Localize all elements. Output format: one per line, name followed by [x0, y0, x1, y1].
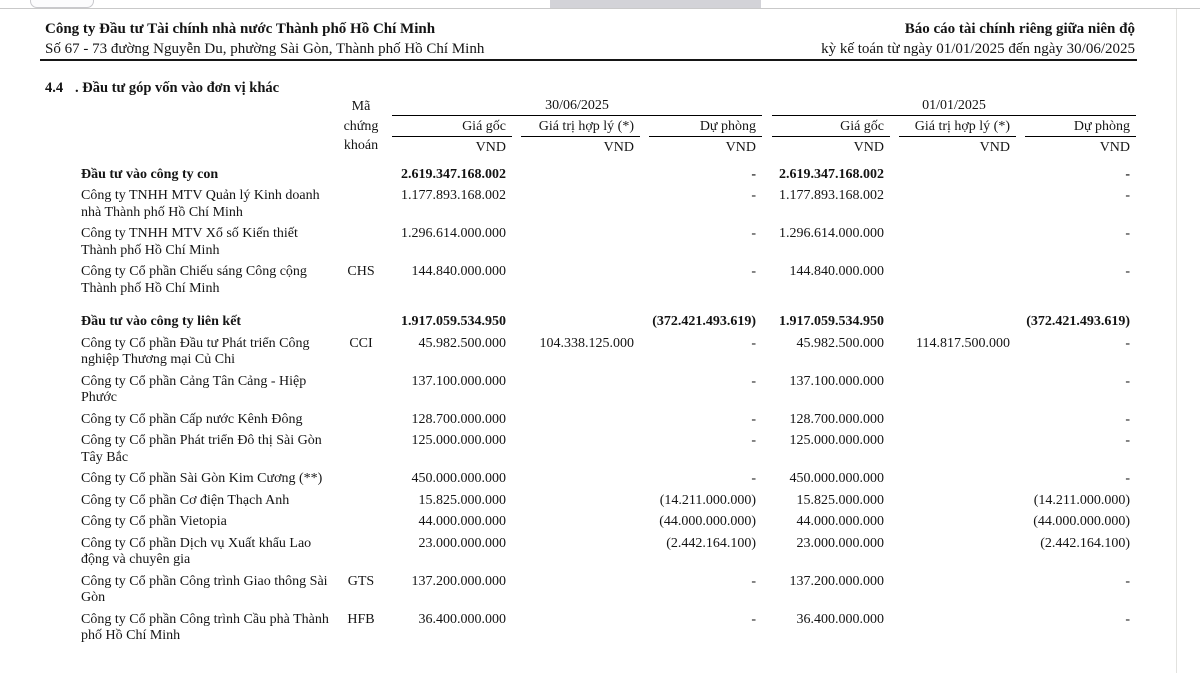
provision-opening-cell: -	[1125, 411, 1131, 427]
provision-opening-cell: (44.000.000.000)	[1033, 514, 1131, 529]
cost-opening-cell: 137.200.000.000	[789, 573, 885, 589]
provision-current-cell: -	[751, 226, 757, 241]
provision-current-cell: (44.000.000.000)	[659, 514, 757, 529]
stock-code-cell	[330, 222, 392, 260]
company-name-cell: Công ty Cổ phần Cấp nước Kênh Đông	[81, 411, 303, 427]
col-header-fairvalue-current: Giá trị hợp lý (*)	[512, 115, 640, 137]
company-name-cell: Công ty Cổ phần Công trình Cầu phà Thành phố Hồ Chí Minh	[81, 611, 329, 643]
cost-opening-cell: 1.296.614.000.000	[779, 226, 885, 241]
cost-current-cell: 45.982.500.000	[418, 335, 506, 351]
fairvalue-opening-cell	[890, 370, 1016, 408]
group-gap-cell	[762, 370, 772, 408]
provision-opening-cell: -	[1125, 573, 1131, 589]
cost-current-cell: 44.000.000.000	[418, 514, 506, 529]
provision-opening-cell: -	[1125, 264, 1131, 279]
group-gap-cell	[762, 429, 772, 467]
table-row	[80, 408, 1136, 430]
group-gap-cell	[762, 570, 772, 608]
company-name-cell: Công ty Cổ phần Chiếu sáng Công cộng Thành phố Hồ Chí Minh	[81, 264, 307, 296]
cost-opening-cell: 1.177.893.168.002	[779, 188, 885, 203]
col-header-cost-opening: Giá gốc	[772, 115, 890, 137]
col-header-provision-current: Dự phòng	[640, 115, 762, 137]
company-name-cell: Công ty Cổ phần Đầu tư Phát triển Công nghiệp Thương mại Củ Chi	[81, 335, 310, 367]
cost-opening-cell: 144.840.000.000	[789, 264, 885, 279]
group-gap-cell	[762, 222, 772, 260]
scanned-page-edge	[1176, 9, 1177, 673]
company-name-cell: Công ty Cổ phần Dịch vụ Xuất khẩu Lao động và chuyên gia	[81, 535, 312, 567]
cost-current-cell: 144.840.000.000	[411, 264, 506, 279]
company-name: Công ty Đầu tư Tài chính nhà nước Thành phố Hồ Chí Minh	[45, 21, 436, 37]
company-name-cell: Công ty Cổ phần Công trình Giao thông Sài Gòn	[81, 573, 328, 605]
provision-opening-cell: (2.442.164.100)	[1040, 535, 1131, 551]
fairvalue-opening-cell	[890, 184, 1016, 222]
cost-current-cell: 1.177.893.168.002	[401, 188, 506, 203]
provision-current-cell: -	[751, 433, 757, 448]
fairvalue-opening-cell	[890, 489, 1016, 511]
group-gap-cell	[762, 467, 772, 489]
company-name-cell: Đầu tư vào công ty con	[81, 166, 219, 182]
provision-current-cell: -	[751, 188, 757, 203]
fairvalue-opening-cell	[890, 570, 1016, 608]
cost-opening-cell: 44.000.000.000	[796, 514, 885, 529]
table-row	[80, 298, 1136, 332]
table-row	[80, 489, 1136, 511]
provision-opening-cell: -	[1125, 335, 1131, 351]
unit-label: VND	[725, 139, 757, 155]
stock-code-cell: CHS	[347, 264, 375, 279]
cost-current-cell: 137.100.000.000	[411, 373, 506, 389]
group-gap	[762, 96, 772, 157]
cost-current-cell: 1.917.059.534.950	[401, 314, 506, 329]
fairvalue-opening-cell: 114.817.500.000	[916, 335, 1011, 351]
provision-current-cell: -	[751, 611, 757, 627]
provision-opening-cell: (372.421.493.619)	[1026, 314, 1131, 329]
fairvalue-opening-cell	[890, 408, 1016, 430]
provision-current-cell: -	[751, 264, 757, 279]
provision-current-cell: -	[751, 411, 757, 427]
cost-opening-cell: 15.825.000.000	[796, 492, 885, 508]
code-header-line: chứng	[343, 118, 379, 134]
group-date-opening: 01/01/2025	[772, 96, 1136, 115]
fairvalue-current-cell	[512, 298, 640, 332]
table-row	[80, 608, 1136, 646]
fairvalue-current-cell	[512, 510, 640, 532]
code-header-line: Mã	[351, 99, 371, 114]
provision-current-cell: -	[751, 166, 757, 182]
company-name-cell: Công ty TNHH MTV Xổ số Kiến thiết Thành phố Hồ Chí Minh	[81, 226, 298, 258]
provision-opening-cell: -	[1125, 611, 1131, 627]
table-row	[80, 510, 1136, 532]
cost-opening-cell: 137.100.000.000	[789, 373, 885, 389]
name-column-header	[80, 96, 330, 157]
cost-opening-cell: 36.400.000.000	[796, 611, 885, 627]
stock-code-cell	[330, 489, 392, 511]
cost-opening-cell: 45.982.500.000	[796, 335, 885, 351]
company-name-cell: Công ty Cổ phần Cảng Tân Cảng - Hiệp Phước	[81, 373, 307, 405]
table-row	[80, 222, 1136, 260]
fairvalue-opening-cell	[890, 222, 1016, 260]
stock-code-cell	[330, 370, 392, 408]
fairvalue-opening-cell	[890, 467, 1016, 489]
fairvalue-current-cell	[512, 570, 640, 608]
cost-current-cell: 2.619.347.168.002	[401, 166, 506, 182]
fairvalue-current-cell	[512, 408, 640, 430]
company-name-cell: Công ty Cổ phần Sài Gòn Kim Cương (**)	[81, 471, 323, 486]
cost-current-cell: 128.700.000.000	[411, 411, 506, 427]
stock-code-cell: HFB	[347, 611, 375, 627]
cost-opening-cell: 450.000.000.000	[789, 471, 885, 486]
investments-table	[80, 96, 1136, 646]
group-gap-cell	[762, 532, 772, 570]
fairvalue-opening-cell	[890, 532, 1016, 570]
stock-code-cell	[330, 408, 392, 430]
table-row	[80, 332, 1136, 370]
group-date-current: 30/06/2025	[392, 96, 762, 115]
provision-current-cell: -	[751, 573, 757, 589]
group-gap-cell	[762, 332, 772, 370]
company-name-cell: Đầu tư vào công ty liên kết	[81, 314, 242, 329]
cost-opening-cell: 2.619.347.168.002	[779, 166, 885, 182]
provision-opening-cell: -	[1125, 166, 1131, 182]
stock-code-column-header	[330, 96, 392, 157]
provision-current-cell: (2.442.164.100)	[666, 535, 757, 551]
cost-opening-cell: 128.700.000.000	[789, 411, 885, 427]
stock-code-cell: CCI	[349, 335, 373, 351]
provision-current-cell: -	[751, 471, 757, 486]
group-gap-cell	[762, 157, 772, 185]
unit-label: VND	[853, 139, 885, 155]
col-header-provision-opening: Dự phòng	[1016, 115, 1136, 137]
provision-current-cell: -	[751, 373, 757, 389]
group-gap-cell	[762, 184, 772, 222]
stock-code-cell	[330, 510, 392, 532]
section-number: 4.4	[45, 80, 64, 96]
col-header-cost-current: Giá gốc	[392, 115, 512, 137]
section-heading	[45, 80, 279, 97]
table-row	[80, 467, 1136, 489]
provision-opening-cell: (14.211.000.000)	[1033, 492, 1131, 508]
table-row	[80, 157, 1136, 185]
company-name-cell: Công ty Cổ phần Cơ điện Thạch Anh	[81, 492, 290, 508]
stock-code-cell	[330, 298, 392, 332]
provision-opening-cell: -	[1125, 433, 1131, 448]
unit-label: VND	[1099, 139, 1131, 155]
company-name-cell: Công ty Cổ phần Phát triển Đô thị Sài Gòn Tây Bắc	[81, 433, 322, 465]
fairvalue-opening-cell	[890, 157, 1016, 185]
fairvalue-current-cell	[512, 184, 640, 222]
fairvalue-current-cell	[512, 157, 640, 185]
provision-opening-cell: -	[1125, 373, 1131, 389]
provision-current-cell: (372.421.493.619)	[652, 314, 757, 329]
cost-current-cell: 450.000.000.000	[411, 471, 506, 486]
fairvalue-opening-cell	[890, 608, 1016, 646]
fairvalue-opening-cell	[890, 510, 1016, 532]
company-name-cell: Công ty Cổ phần Vietopia	[81, 514, 227, 529]
cost-current-cell: 125.000.000.000	[411, 433, 506, 448]
section-title: . Đầu tư góp vốn vào đơn vị khác	[75, 80, 280, 96]
table-body	[80, 157, 1136, 646]
cost-current-cell: 1.296.614.000.000	[401, 226, 506, 241]
group-gap-cell	[762, 510, 772, 532]
stock-code-cell	[330, 184, 392, 222]
group-gap-cell	[762, 260, 772, 298]
header-rule	[40, 59, 1137, 61]
fairvalue-current-cell: 104.338.125.000	[539, 335, 634, 351]
stock-code-cell	[330, 467, 392, 489]
provision-opening-cell: -	[1125, 188, 1131, 203]
provision-current-cell: -	[751, 335, 757, 351]
report-title: Báo cáo tài chính riêng giữa niên độ	[904, 21, 1135, 37]
stock-code-cell: GTS	[347, 573, 375, 589]
fairvalue-current-cell	[512, 260, 640, 298]
table-row	[80, 429, 1136, 467]
table-row	[80, 370, 1136, 408]
fairvalue-current-cell	[512, 532, 640, 570]
fairvalue-current-cell	[512, 370, 640, 408]
fairvalue-opening-cell	[890, 298, 1016, 332]
unit-label: VND	[979, 139, 1011, 155]
group-gap-cell	[762, 608, 772, 646]
stock-code-cell	[330, 532, 392, 570]
cost-opening-cell: 125.000.000.000	[789, 433, 885, 448]
provision-current-cell: (14.211.000.000)	[659, 492, 757, 508]
table-row	[80, 532, 1136, 570]
group-gap-cell	[762, 408, 772, 430]
unit-label: VND	[475, 139, 506, 155]
cost-opening-cell: 1.917.059.534.950	[779, 314, 885, 329]
group-gap-cell	[762, 489, 772, 511]
stock-code-cell	[330, 157, 392, 185]
table-row	[80, 260, 1136, 298]
col-header-fairvalue-opening: Giá trị hợp lý (*)	[890, 115, 1016, 137]
company-address: Số 67 - 73 đường Nguyễn Du, phường Sài Gòn, Thành phố Hồ Chí Minh	[45, 41, 485, 57]
chrome-divider	[0, 8, 1200, 9]
browser-tab-remnant[interactable]	[30, 0, 94, 8]
report-period: kỳ kế toán từ ngày 01/01/2025 đến ngày 30/06/2025	[821, 41, 1135, 57]
fairvalue-opening-cell	[890, 429, 1016, 467]
cost-current-cell: 23.000.000.000	[418, 535, 506, 551]
cost-current-cell: 137.200.000.000	[411, 573, 506, 589]
table-row	[80, 570, 1136, 608]
fairvalue-opening-cell	[890, 260, 1016, 298]
cost-opening-cell: 23.000.000.000	[796, 535, 885, 551]
provision-opening-cell: -	[1125, 226, 1131, 241]
cost-current-cell: 36.400.000.000	[418, 611, 506, 627]
group-gap-cell	[762, 298, 772, 332]
company-name-cell: Công ty TNHH MTV Quản lý Kinh doanh nhà Thành phố Hồ Chí Minh	[81, 188, 320, 220]
fairvalue-current-cell	[512, 222, 640, 260]
fairvalue-current-cell	[512, 429, 640, 467]
stock-code-cell	[330, 429, 392, 467]
fairvalue-current-cell	[512, 467, 640, 489]
fairvalue-current-cell	[512, 489, 640, 511]
fairvalue-current-cell	[512, 608, 640, 646]
code-header-line: khoán	[343, 138, 379, 153]
cost-current-cell: 15.825.000.000	[418, 492, 506, 508]
document-header	[45, 19, 1135, 59]
table-row	[80, 184, 1136, 222]
unit-label: VND	[603, 139, 634, 155]
provision-opening-cell: -	[1125, 471, 1131, 486]
scrollbar-thumb[interactable]	[550, 0, 761, 8]
